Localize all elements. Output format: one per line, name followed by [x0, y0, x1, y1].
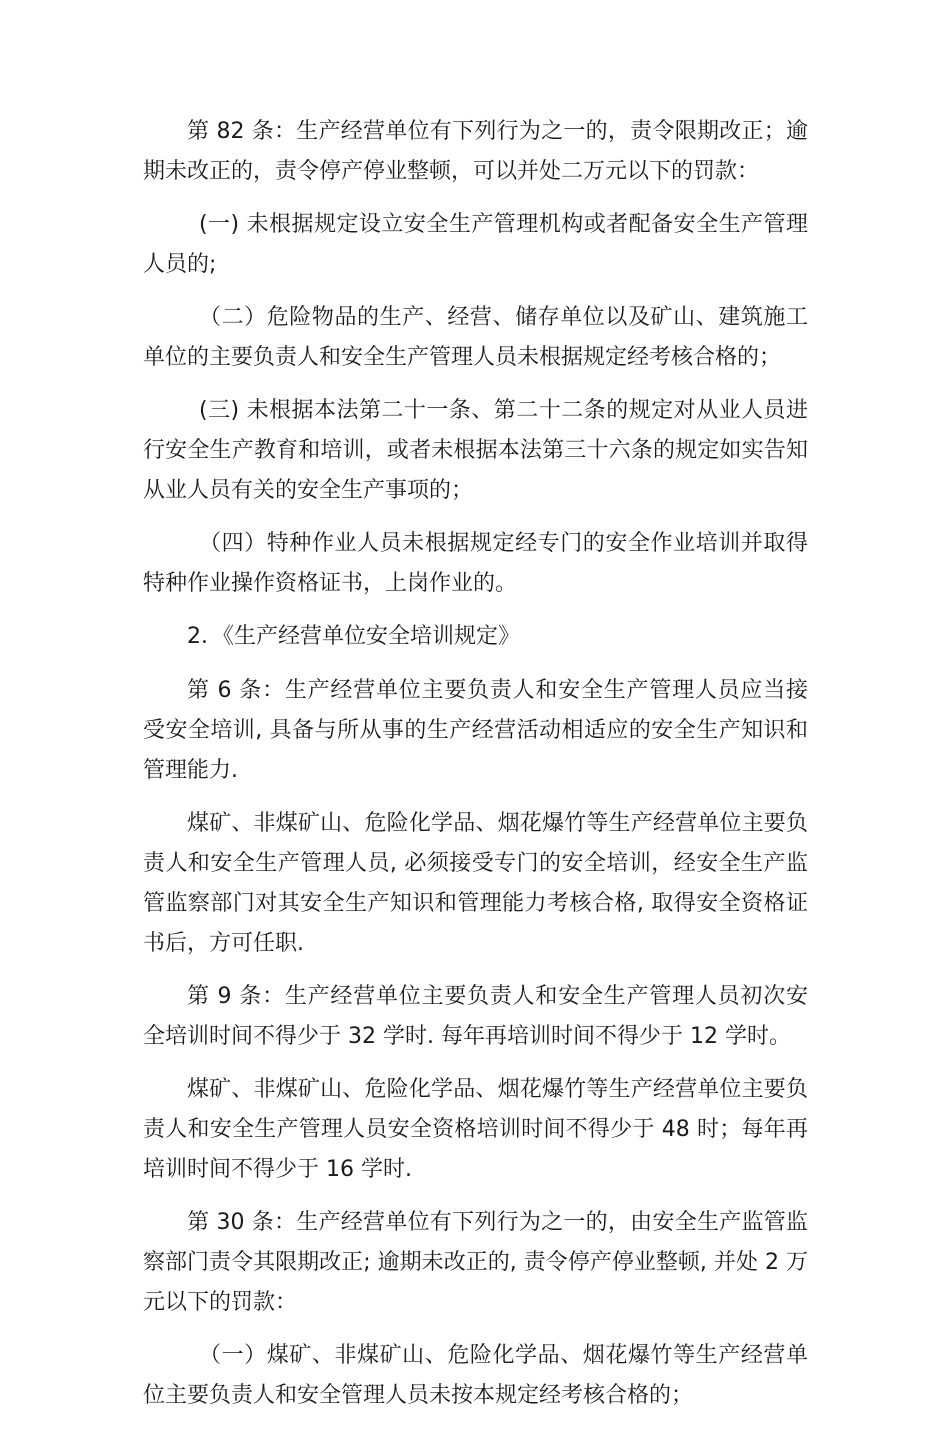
article-30-list-item-1: （一）煤矿、非煤矿山、危险化学品、烟花爆竹等生产经营单位主要负责人和安全管理人员未按本规定经考核合格的；: [143, 1343, 808, 1408]
article-9-paragraph: 第 9 条：生产经营单位主要负责人和安全生产管理人员初次安全培训时间不得少于 32 学时. 每年再培训时间不得少于 12 学时。: [143, 984, 808, 1049]
list-item-2: （二）危险物品的生产、经营、储存单位以及矿山、建筑施工单位的主要负责人和安全生产管理人员未根据规定经考核合格的；: [143, 305, 808, 370]
article-6-paragraph: 第 6 条：生产经营单位主要负责人和安全生产管理人员应当接受安全培训, 具备与所从事的生产经营活动相适应的安全生产知识和管理能力.: [143, 678, 808, 783]
list-item-1: (一) 未根据规定设立安全生产管理机构或者配备安全生产管理人员的;: [143, 212, 808, 277]
list-item-3: (三) 未根据本法第二十一条、第二十二条的规定对从业人员进行安全生产教育和培训，或者未根据本法第三十六条的规定如实告知从业人员有关的安全生产事项的；: [143, 398, 808, 503]
document-page: [143, 112, 808, 1429]
article-6-detail-paragraph: 煤矿、非煤矿山、危险化学品、烟花爆竹等生产经营单位主要负责人和安全生产管理人员, 必须接受专门的安全培训，经安全生产监管监察部门对其安全生产知识和管理能力考核合格, 取得安全资格证书后，方可任职.: [143, 811, 808, 956]
list-item-4: （四）特种作业人员未根据规定经专门的安全作业培训并取得特种作业操作资格证书，上岗作业的。: [143, 531, 808, 596]
article-30-paragraph: 第 30 条：生产经营单位有下列行为之一的，由安全生产监管监察部门责令其限期改正; 逾期未改正的, 责令停产停业整顿, 并处 2 万元以下的罚款：: [143, 1210, 808, 1315]
article-82-paragraph: 第 82 条：生产经营单位有下列行为之一的，责令限期改正；逾期未改正的，责令停产停业整顿，可以并处二万元以下的罚款：: [143, 119, 808, 184]
article-9-detail-paragraph: 煤矿、非煤矿山、危险化学品、烟花爆竹等生产经营单位主要负责人和安全生产管理人员安全资格培训时间不得少于 48 时；每年再培训时间不得少于 16 学时.: [143, 1077, 808, 1182]
section-heading: 2．《生产经营单位安全培训规定》: [187, 624, 520, 649]
